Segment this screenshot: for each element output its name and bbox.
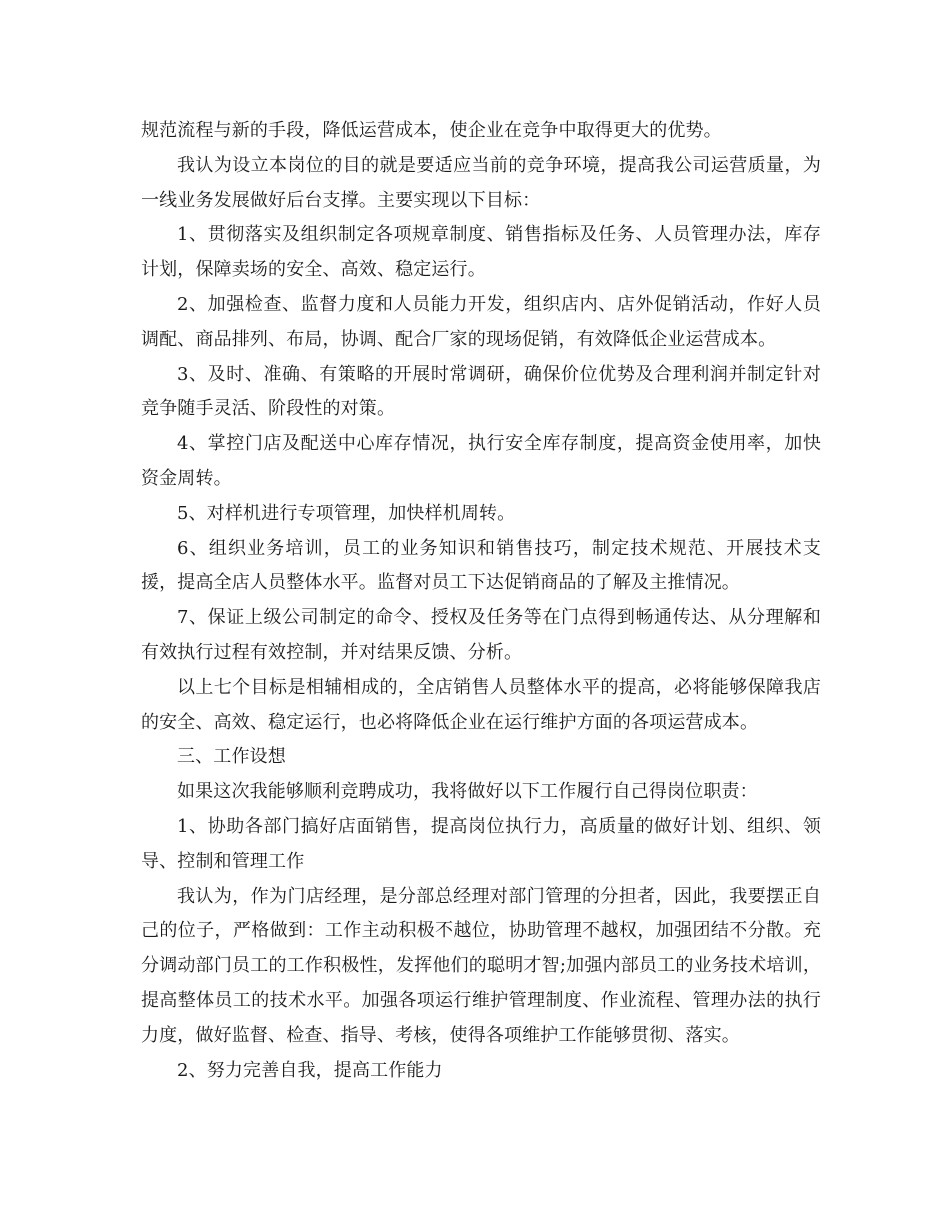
paragraph-1: 规范流程与新的手段，降低运营成本，使企业在竞争中取得更大的优势。 bbox=[141, 120, 722, 141]
paragraph-5: 3、及时、准确、有策略的开展时常调研，确保价位优势及合理利润并制定针对竞争随手灵活、阶段性的对策。 bbox=[141, 363, 821, 420]
paragraph-10: 以上七个目标是相辅相成的，全店销售人员整体水平的提高，必将能够保障我店的安全、高效、稳定运行，也必将降低企业在运行维护方面的各项运营成本。 bbox=[141, 676, 821, 733]
paragraph-4: 2、加强检查、监督力度和人员能力开发，组织店内、店外促销活动，作好人员调配、商品排列、布局，协调、配合厂家的现场促销，有效降低企业运营成本。 bbox=[141, 293, 821, 350]
paragraph-12: 如果这次我能够顺利竞聘成功，我将做好以下工作履行自己得岗位职责： bbox=[177, 781, 758, 803]
paragraph-6: 4、掌控门店及配送中心库存情况，执行安全库存制度，提高资金使用率，加快资金周转。 bbox=[141, 433, 821, 489]
paragraph-7: 5、对样机进行专项管理，加快样机周转。 bbox=[177, 502, 516, 524]
paragraph-3: 1、贯彻落实及组织制定各项规章制度、销售指标及任务、人员管理办法，库存计划，保障卖场的安全、高效、稳定运行。 bbox=[141, 224, 821, 281]
paragraph-13: 1、协助各部门搞好店面销售，提高岗位执行力，高质量的做好计划、组织、领导、控制和管理工作 bbox=[141, 815, 821, 872]
section-heading: 三、工作设想 bbox=[177, 746, 286, 768]
paragraph-9: 7、保证上级公司制定的命令、授权及任务等在门点得到畅通传达、从分理解和有效执行过程有效控制，并对结果反馈、分析。 bbox=[141, 607, 821, 663]
paragraph-8: 6、组织业务培训，员工的业务知识和销售技巧，制定技术规范、开展技术支援，提高全店人员整体水平。监督对员工下达促销商品的了解及主推情况。 bbox=[141, 537, 821, 594]
document-body bbox=[141, 114, 821, 1088]
paragraph-15: 2、努力完善自我，提高工作能力 bbox=[177, 1059, 443, 1081]
paragraph-14: 我认为，作为门店经理，是分部总经理对部门管理的分担者，因此，我要摆正自己的位子，严格做到：工作主动积极不越位，协助管理不越权，加强团结不分散。充分调动部门员工的工作积极性，发挥他们的聪明才智;加强内部员工的业务技术培训，提高整体员工的技术水平。加强各项运行维护管理制度、作业流程、管理办法的执行力度，做好监督、检查、指导、考核，使得各项维护工作能够贯彻、落实。 bbox=[141, 885, 821, 1046]
paragraph-2: 我认为设立本岗位的目的就是要适应当前的竞争环境，提高我公司运营质量，为一线业务发展做好后台支撑。主要实现以下目标： bbox=[141, 154, 821, 211]
